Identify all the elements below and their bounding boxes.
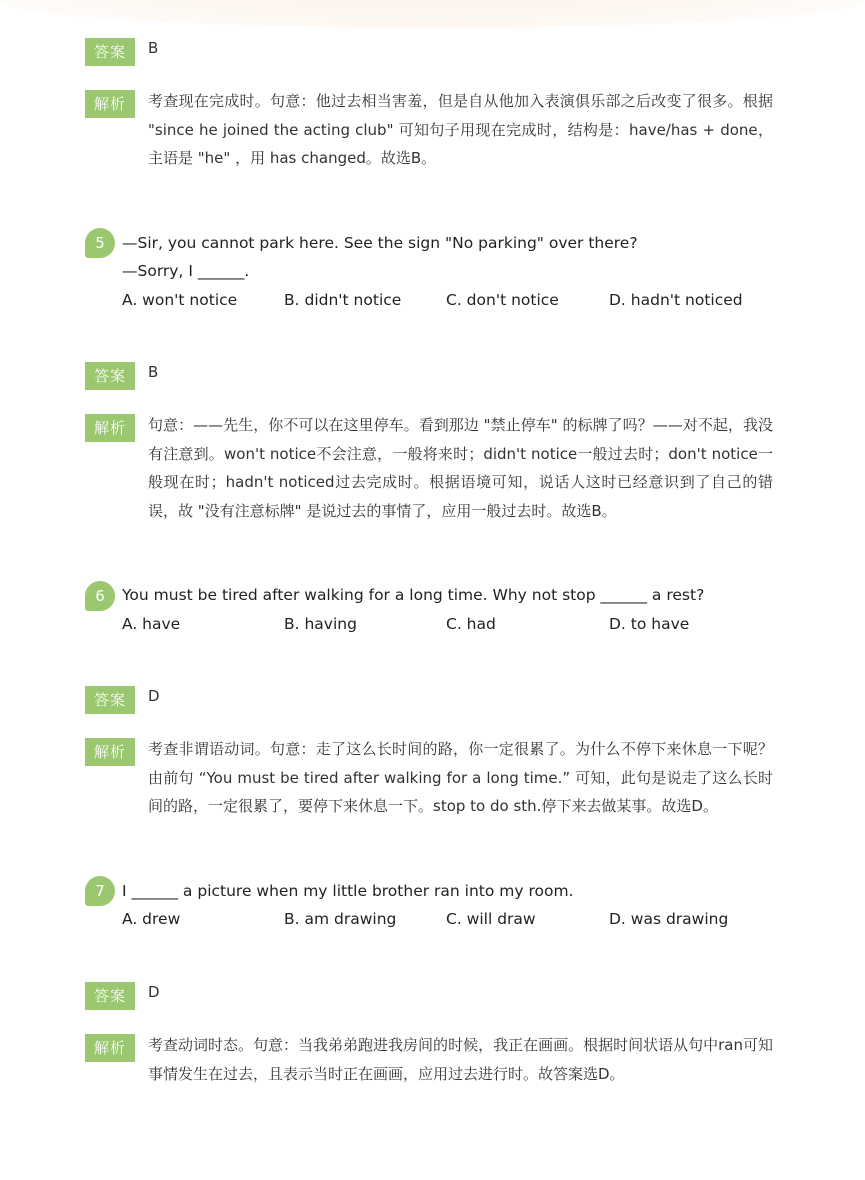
question-text: I ______ a picture when my little brother ran into my room. [122,882,574,900]
top-decoration [0,0,865,28]
option-d: D. to have [609,615,690,633]
option-d: D. was drawing [609,910,729,928]
answer-value: D [148,687,160,705]
answer-tag: 答案 [85,982,135,1010]
analysis-tag: 解析 [85,90,135,118]
question-number-badge: 7 [85,876,115,906]
answer-value: D [148,983,160,1001]
analysis-text: 考查动词时态。句意：当我弟弟跑进我房间的时候，我正在画画。根据时间状语从句中ran可知事情发生在过去，且表示当时正在画画，应用过去进行时。故答案选D。 [148,1036,773,1083]
option-c: C. will draw [446,910,536,928]
answer-value: B [148,363,159,381]
option-c: C. don't notice [446,291,559,309]
option-b: B. didn't notice [284,291,402,309]
option-c: C. had [446,615,496,633]
question-text: —Sorry, I ______. [122,262,250,280]
question-number-badge: 6 [85,581,115,611]
option-b: B. having [284,615,357,633]
option-a: A. won't notice [122,291,238,309]
analysis-tag: 解析 [85,738,135,766]
option-a: A. drew [122,910,181,928]
question-text: —Sir, you cannot park here. See the sign "No parking" over there? [122,234,638,252]
answer-value: B [148,39,159,57]
answer-tag: 答案 [85,686,135,714]
question-text: You must be tired after walking for a long time. Why not stop ______ a rest? [122,586,705,604]
analysis-text: 考查非谓语动词。句意：走了这么长时间的路，你一定很累了。为什么不停下来休息一下呢？由前句 “You must be tired after walking for a long time.” 可知，此句是说走了这么长时间的路，一定很累了，要停下来休息一下。stop to do sth.停下来去做某事。故选D。 [148,740,773,815]
question-number-badge: 5 [85,228,115,258]
answer-tag: 答案 [85,362,135,390]
analysis-text: 句意：——先生，你不可以在这里停车。看到那边 "禁止停车" 的标牌了吗？——对不起，我没有注意到。won't notice不会注意，一般将来时；didn't notice一般过去时；don't notice一般现在时；hadn't noticed过去完成时。根据语境可知，说话人这时已经意识到了自己的错误，故 "没有注意标牌" 是说过去的事情了，应用一般过去时。故选B。 [148,416,773,520]
analysis-tag: 解析 [85,414,135,442]
option-d: D. hadn't noticed [609,291,743,309]
analysis-tag: 解析 [85,1034,135,1062]
answer-tag: 答案 [85,38,135,66]
option-b: B. am drawing [284,910,397,928]
analysis-text: 考查现在完成时。句意：他过去相当害羞，但是自从他加入表演俱乐部之后改变了很多。根据 "since he joined the acting club" 可知句子用现在完成时，结构是：have/has + done，主语是 "he" ，用 has changed。故选B。 [148,92,773,167]
option-a: A. have [122,615,181,633]
